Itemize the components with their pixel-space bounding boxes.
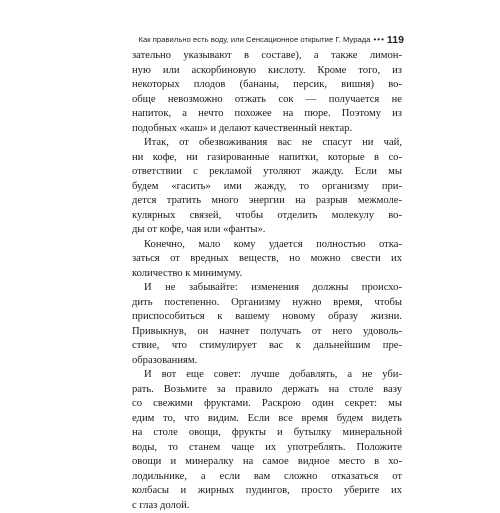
text-line: на столе овощи, фрукты и бутылку минеральной [132,426,402,441]
text-line: воды, то станем чаще их употреблять. Положите [132,441,402,456]
text-line: некоторых плодов (бананы, персик, вишня) во- [132,78,402,93]
text-line: овощи и минералку на самое видное место в хо- [132,455,402,470]
text-line: заться от вредных веществ, но можно свести их [132,252,402,267]
text-line: ствие, что стимулирует вас к дальнейшим пре- [132,339,402,354]
running-header [100,34,404,46]
text-line: едим то, что видим. Если все время будем видеть [132,412,402,427]
text-line: со свежими фруктами. Раскрою один секрет: мы [132,397,402,412]
text-line: приспособиться к вашему новому образу жизни. [132,310,402,325]
text-line: кулярных связей, чтобы отделить молекулу во- [132,209,402,224]
text-line: Итак, от обезвоживания вас не спасут ни чай, [132,136,402,151]
text-line: рать. Возьмите за правило держать на столе вазу [132,383,402,398]
text-line: ответствии с рекламой утоляют жажду. Если мы [132,165,402,180]
text-line: напиток, а нечто похожее на пюре. Поэтому из [132,107,402,122]
text-line: ды от кофе, чая или «фанты». [132,223,402,238]
text-line: И не забывайте: изменения должны происхо- [132,281,402,296]
text-line: Конечно, мало кому удается полностью отка- [132,238,402,253]
text-line: дить постепенно. Организму нужно время, чтобы [132,296,402,311]
text-line: с глаз долой. [132,499,402,513]
text-line: дется тратить много энергии на разрыв межмоле- [132,194,402,209]
text-line: образованиям. [132,354,402,369]
text-line: обще невозможно отжать сок — получается не [132,93,402,108]
header-dots: ••• [374,35,385,44]
text-line: ни кофе, ни газированные напитки, которые в со- [132,151,402,166]
text-line: лодильнике, а если вам сложно отказаться от [132,470,402,485]
book-title: Как правильно есть воду, или Сенсационное открытие Г. Мурада [138,35,370,44]
body-text [132,49,402,513]
text-line: количество к минимуму. [132,267,402,282]
text-line: зательно указывают в составе), а также лимон- [132,49,402,64]
text-line: колбасы и жирных пудингов, просто уберите их [132,484,402,499]
text-line: И вот еще совет: лучше добавлять, а не уби- [132,368,402,383]
text-line: Привыкнув, он начнет получать от него удоволь- [132,325,402,340]
text-line: подобных «каш» и делают качественный нектар. [132,122,402,137]
text-line: будем «гасить» ими жажду, то организму при- [132,180,402,195]
page-number: 119 [387,34,404,46]
text-line: ную или аскорбиновую кислоту. Кроме того, из [132,64,402,79]
